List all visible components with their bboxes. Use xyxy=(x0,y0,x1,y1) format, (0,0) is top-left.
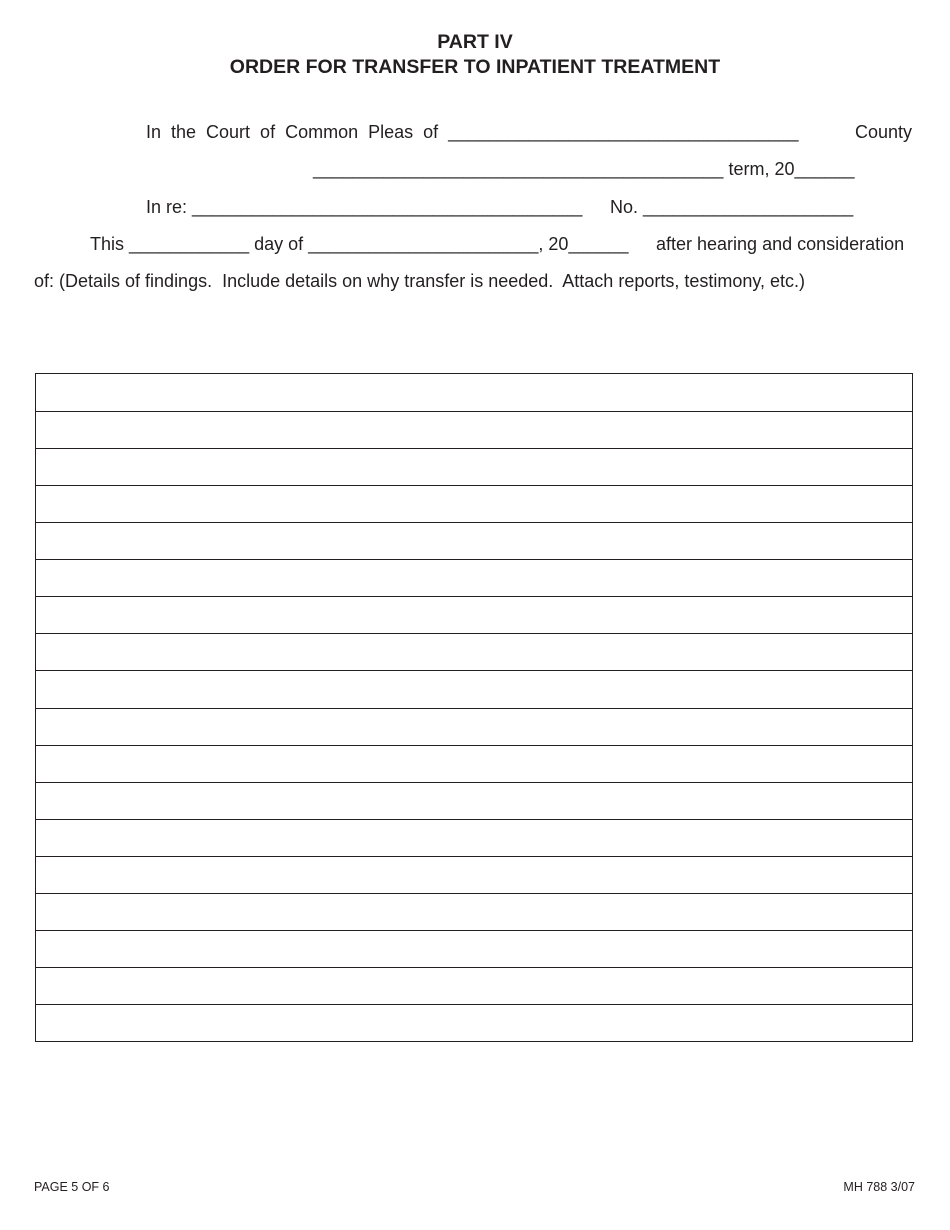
table-row-line xyxy=(36,708,912,709)
term-line[interactable]: _________________________________________ term, 20______ xyxy=(313,159,855,179)
page-title: ORDER FOR TRANSFER TO INPATIENT TREATMENT xyxy=(229,56,721,78)
table-row-line xyxy=(36,930,912,931)
part-heading: PART IV xyxy=(437,31,513,53)
table-row-line xyxy=(36,856,912,857)
table-row-line xyxy=(36,782,912,783)
table-row-line xyxy=(36,633,912,634)
case-number-line[interactable]: No. _____________________ xyxy=(610,197,854,217)
in-re-line[interactable]: In re: _______________________________________ xyxy=(146,197,583,217)
details-instruction: of: (Details of findings. Include details on why transfer is needed. Attach reports, testimony, etc.) xyxy=(34,271,806,291)
table-row-line xyxy=(36,1004,912,1005)
details-table[interactable] xyxy=(35,373,913,1042)
court-line[interactable]: In the Court of Common Pleas of ___________________________________ xyxy=(146,122,799,142)
table-row-line xyxy=(36,745,912,746)
table-row-line xyxy=(36,893,912,894)
after-hearing-text: after hearing and consideration xyxy=(656,234,905,254)
table-row-line xyxy=(36,559,912,560)
county-label: County xyxy=(855,122,913,142)
table-row-line xyxy=(36,967,912,968)
table-row-line xyxy=(36,670,912,671)
date-line[interactable]: This ____________ day of _______________________, 20______ xyxy=(90,234,629,254)
table-row-line xyxy=(36,485,912,486)
form-id: MH 788 3/07 xyxy=(843,1180,915,1194)
table-row-line xyxy=(36,596,912,597)
page-number: PAGE 5 OF 6 xyxy=(34,1180,110,1194)
table-row-line xyxy=(36,411,912,412)
table-row-line xyxy=(36,522,912,523)
table-row-line xyxy=(36,448,912,449)
table-row-line xyxy=(36,819,912,820)
